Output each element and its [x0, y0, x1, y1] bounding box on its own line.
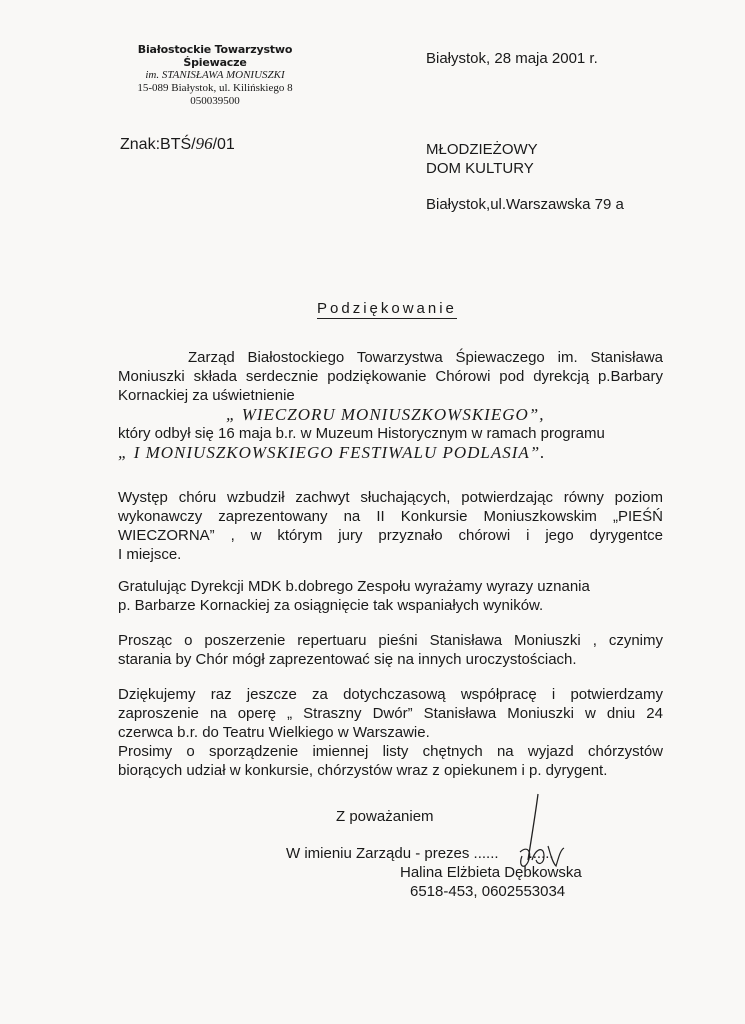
recipient-line-2: DOM KULTURY: [426, 160, 534, 177]
para2-line-3: WIECZORNA” , w którym jury przyznało chórowi i jego dyrygentce: [118, 527, 663, 544]
paragraph-5: [118, 685, 663, 780]
recipient: [426, 140, 538, 178]
reference-number: [120, 134, 235, 154]
paragraph-4: [118, 631, 663, 669]
place-and-date: Białystok, 28 maja 2001 r.: [426, 50, 598, 67]
signatory-phones: 6518-453, 0602553034: [410, 883, 566, 900]
stamp-number: 050039500: [190, 94, 240, 107]
on-behalf-text: W imieniu Zarządu - prezes ......: [286, 845, 499, 862]
para2-line-4: I miejsce.: [118, 546, 182, 563]
stamp-address: 15-089 Białystok, ul. Kilińskiego 8: [137, 81, 293, 94]
stamp-org-name: Białostockie Towarzystwo Śpiewacze: [137, 43, 293, 69]
festival-name: „ I MONIUSZKOWSKIEGO FESTIWALU PODLASIA”.: [118, 443, 546, 462]
recipient-address: Białystok,ul.Warszawska 79 a: [426, 196, 624, 213]
closing-salutation: Z poważaniem: [336, 808, 434, 825]
paragraph-2: [118, 488, 663, 564]
para3-line-1: Gratulując Dyrekcji MDK b.dobrego Zespołu wyrażamy wyrazy uznania: [118, 578, 590, 595]
para1-line-3: Kornackiej za uświetnienie: [118, 387, 295, 404]
paragraph-3: [118, 577, 663, 615]
para2-line-1: Występ chóru wzbudził zachwyt słuchających, potwierdzając równy poziom: [118, 489, 663, 506]
reference-handwritten: 96: [195, 134, 213, 153]
reference-prefix: Znak:BTŚ/: [120, 136, 196, 153]
organization-stamp: [110, 44, 320, 107]
para5-line-1: Dziękujemy raz jeszcze za dotychczasową współpracę i potwierdzamy: [118, 686, 663, 703]
paragraph-1: [118, 348, 663, 462]
para5-line-2: zaproszenie na operę „ Straszny Dwór” Stanisława Moniuszki w dniu 24: [118, 705, 663, 722]
para1-line-1: Zarząd Białostockiego Towarzystwa Śpiewaczego im. Stanisława: [188, 349, 663, 366]
para4-line-2: starania by Chór mógł zaprezentować się na innych uroczystościach.: [118, 651, 577, 668]
para2-line-2: wykonawczy zaprezentowany na II Konkursie Moniuszkowskim „PIEŚŃ: [118, 508, 663, 525]
signatory-name: Halina Elżbieta Dębkowska: [400, 864, 582, 881]
para4-line-1: Prosząc o poszerzenie repertuaru pieśni Stanisława Moniuszki , czynimy: [118, 632, 663, 649]
para5-line-4: Prosimy o sporządzenie imiennej listy chętnych na wyjazd chórzystów: [118, 743, 663, 760]
para5-line-3: czerwca b.r. do Teatru Wielkiego w Warszawie.: [118, 724, 430, 741]
letter-title: Podziękowanie: [317, 300, 457, 317]
event-name: „ WIECZORU MONIUSZKOWSKIEGO”,: [226, 405, 545, 424]
para1-line-2: Moniuszki składa serdecznie podziękowanie Chórowi pod dyrekcją p.Barbary: [118, 368, 663, 385]
para5-line-5: biorących udział w konkursie, chórzystów wraz z opiekunem i p. dyrygent.: [118, 762, 608, 779]
para3-line-2: p. Barbarze Kornackiej za osiągnięcie tak wspaniałych wyników.: [118, 597, 544, 614]
reference-suffix: /01: [212, 136, 235, 153]
stamp-patron: im. STANISŁAWA MONIUSZKI: [145, 69, 285, 82]
recipient-line-1: MŁODZIEŻOWY: [426, 141, 538, 158]
signature-dots: ......: [528, 845, 554, 862]
para1-line-5: który odbył się 16 maja b.r. w Muzeum Historycznym w ramach programu: [118, 425, 605, 442]
